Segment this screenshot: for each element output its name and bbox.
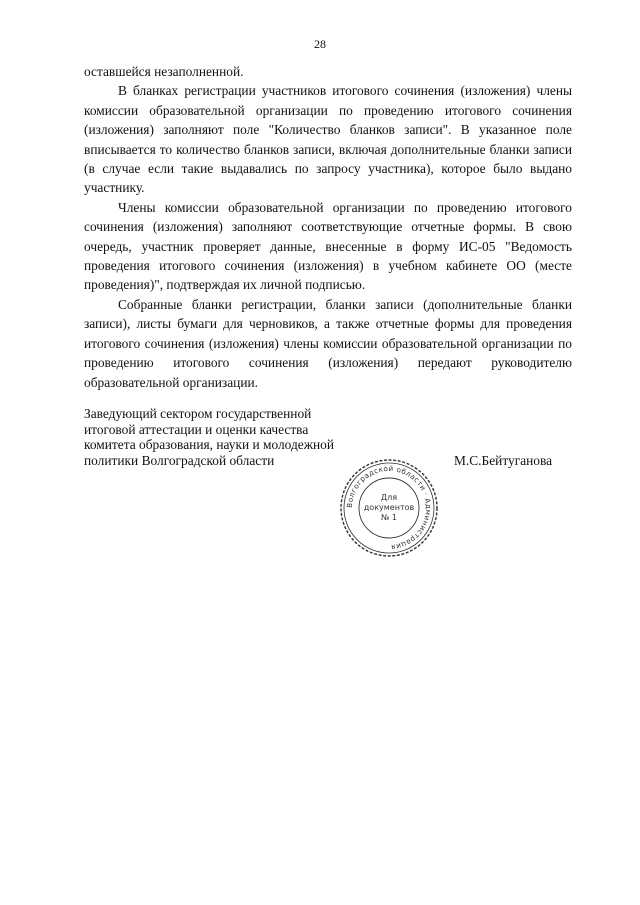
document-body	[84, 62, 572, 392]
page-number: 28	[314, 37, 326, 51]
stamp-seal-image	[339, 458, 439, 558]
stamp-center-line: № 1	[381, 513, 397, 522]
signer-position-line: комитета образования, науки и молодежной	[84, 437, 335, 453]
stamp-outer-text: Волгоградской области · Администрация	[344, 463, 434, 552]
paragraph-registration-forms: В бланках регистрации участников итогового сочинения (изложения) члены комиссии образовательной организации по проведению итогового сочинения (изложения) заполняют поле "Количество бланков записи". В указанное поле вписывается то количество бланков записи, включая дополнительные бланки записи (в случае если такие выдавались по запросу участника), которое было выдано участнику.	[84, 83, 572, 196]
stamp-center-line: документов	[363, 503, 415, 512]
official-stamp	[339, 458, 439, 558]
paragraph-handover: Собранные бланки регистрации, бланки записи (дополнительные бланки записи), листы бумаги для черновиков, а также отчетные формы для проведения итогового сочинения (изложения) члены комиссии образовательной организации по проведению итогового сочинения (изложения) передают руководителю образовательной организации.	[84, 296, 572, 390]
paragraph-continuation: оставшейся незаполненной.	[84, 64, 244, 79]
stamp-center-line: Для	[380, 493, 398, 502]
signer-name: М.С.Бейтуганова	[454, 453, 553, 468]
signer-position-line: политики Волгоградской области	[84, 452, 275, 468]
paragraph-report-forms: Члены комиссии образовательной организации по проведению итогового сочинения (изложения) заполняют соответствующие отчетные формы. В свою очередь, участник проверяет данные, внесенные в форму ИС-05 "Ведомость проведения итогового сочинения (изложения) в учебном кабинете ОО (месте проведения)", подтверждая их личной подписью.	[84, 199, 572, 293]
signer-position-line: итоговой аттестации и оценки качества	[84, 421, 309, 437]
signer-position-line: Заведующий сектором государственной	[84, 406, 312, 421]
